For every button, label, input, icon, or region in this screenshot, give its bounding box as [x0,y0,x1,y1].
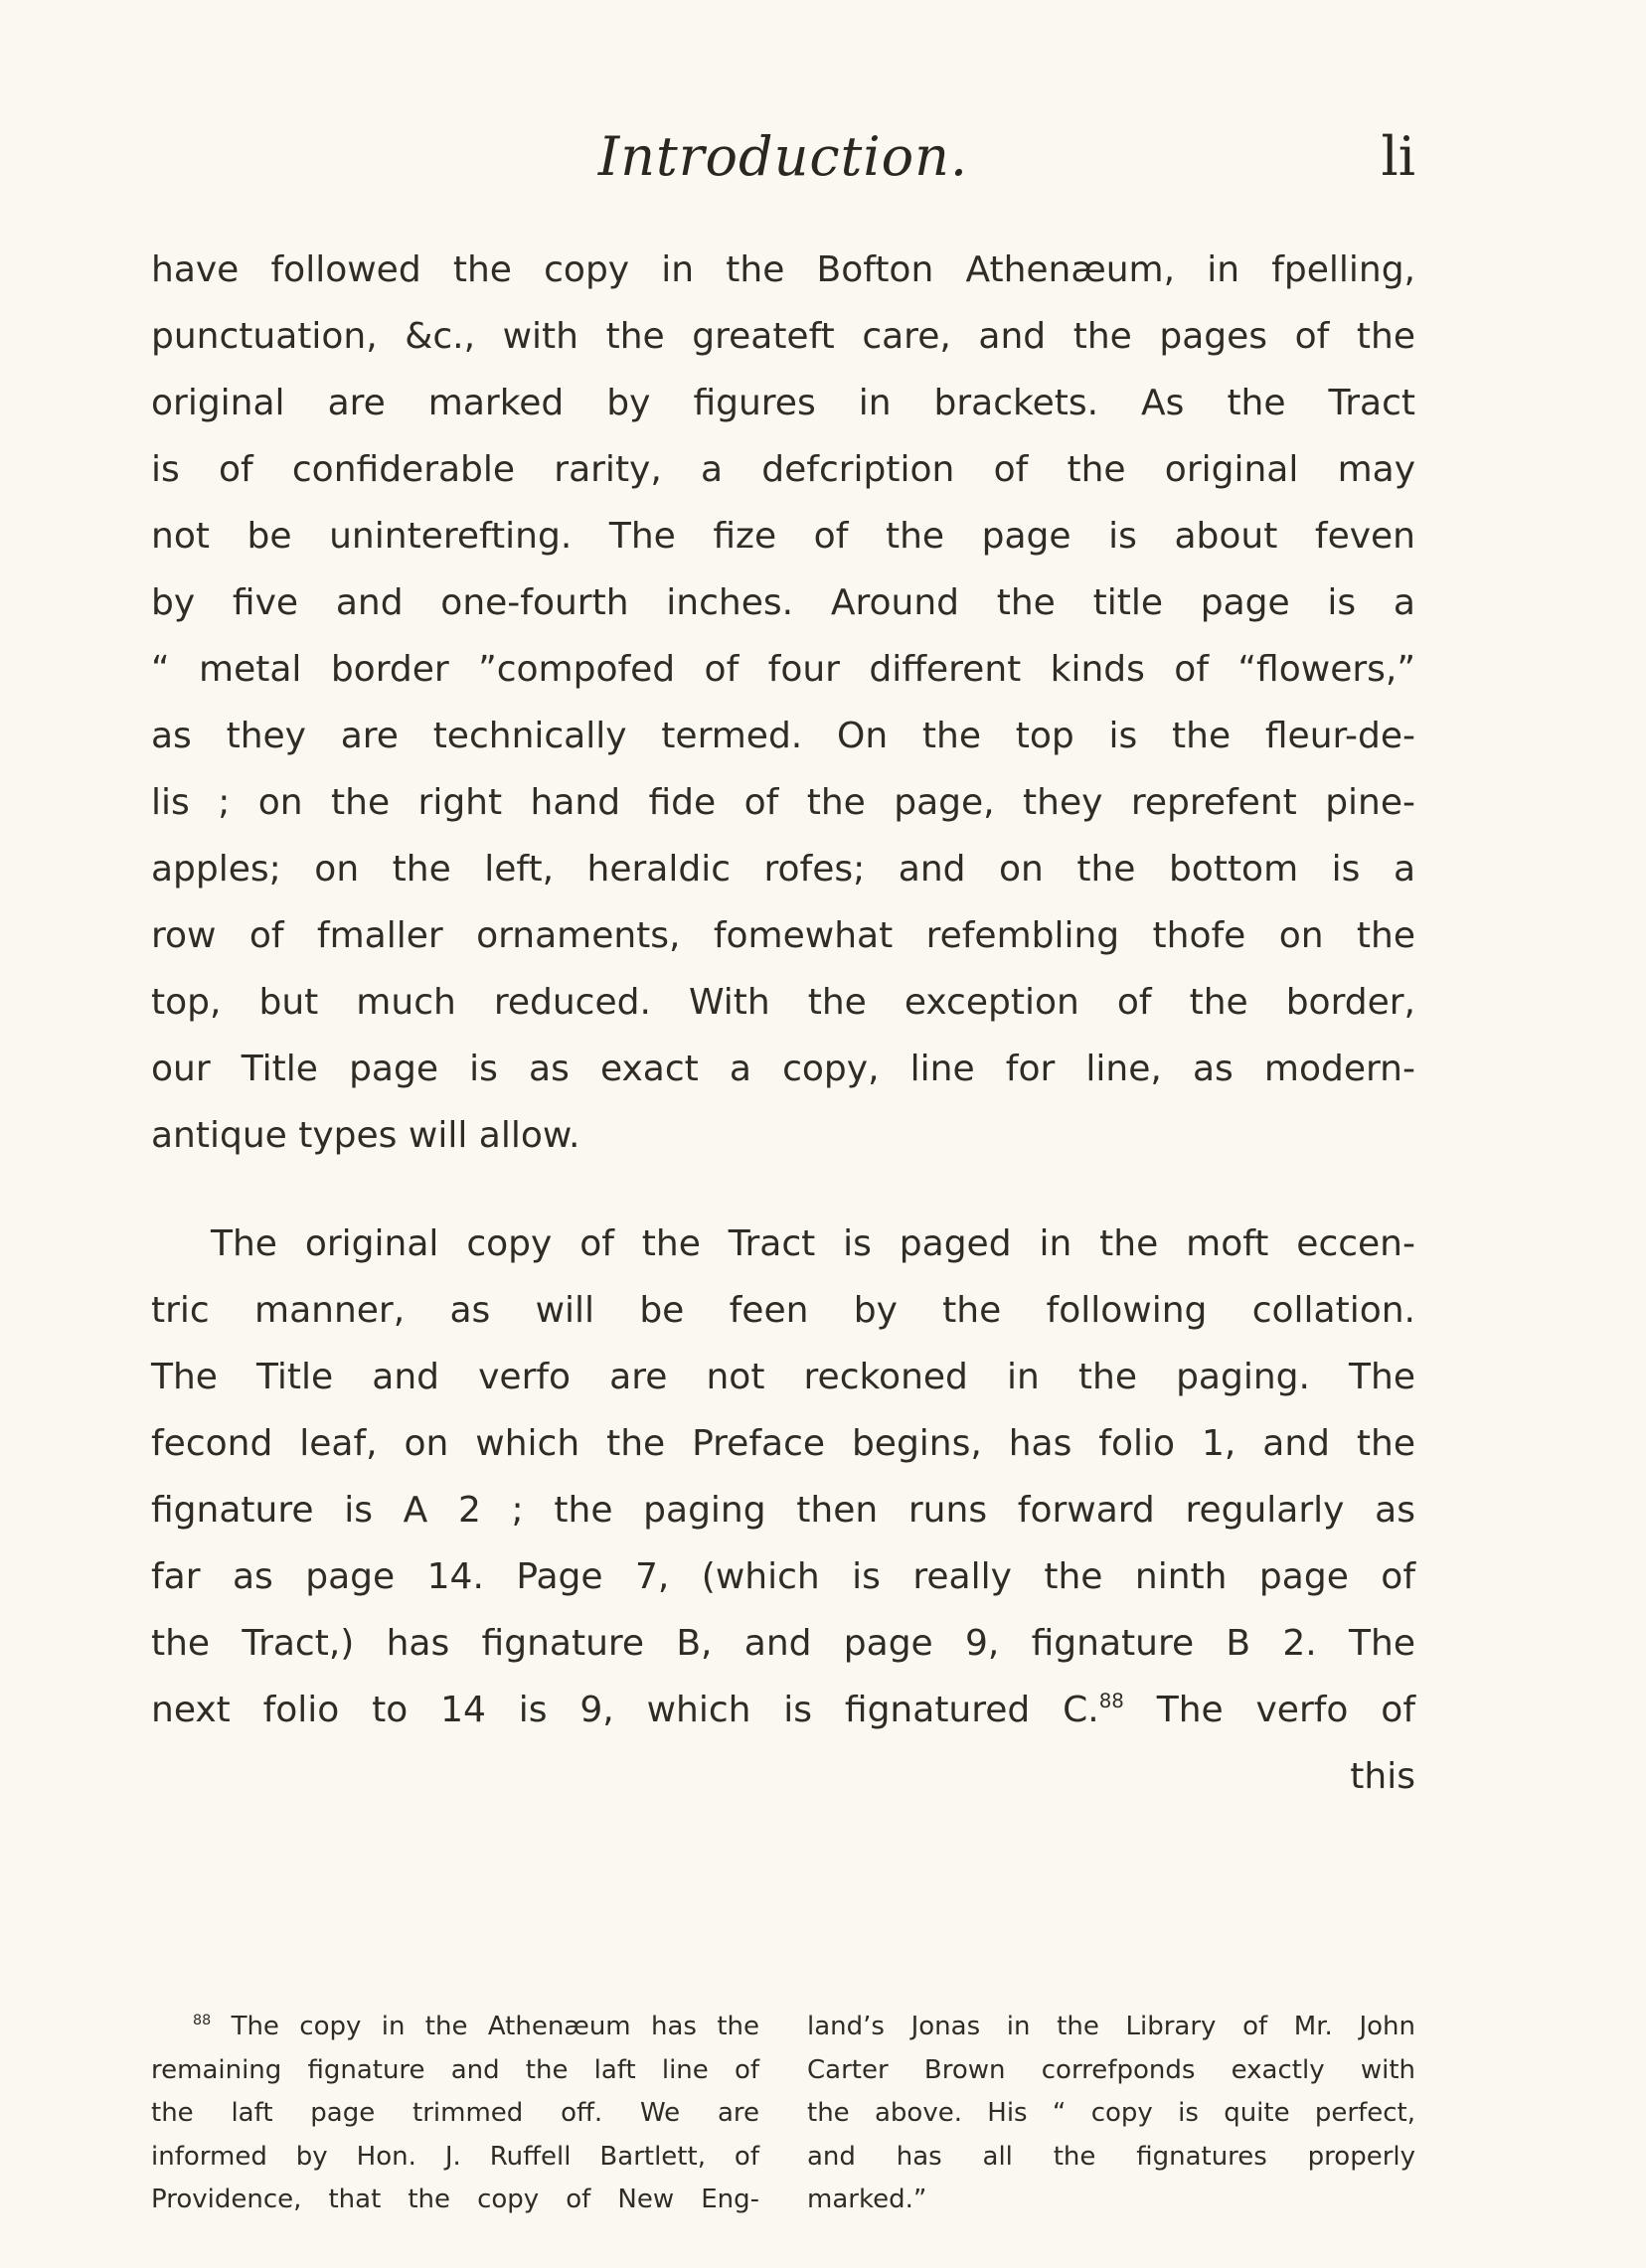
text-line: row of fmaller ornaments, fomewhat refembling thofe on the [151,915,1415,956]
text-line: not be uninterefting. The fize of the page is about feven [151,516,1415,557]
text-line: as they are technically termed. On the top is the fleur-de- [151,716,1415,756]
text-line-end: The verfo of [1123,1690,1415,1730]
text-line: antique types will allow. [151,1115,580,1156]
footnote-line [151,2006,759,2049]
footnote-line: marked.” [807,2185,927,2214]
footnote-line: the above. His “ copy is quite perfect, [807,2098,1415,2128]
paragraph-2 [151,1211,1415,1810]
running-title: Introduction. [597,125,969,188]
text-line: the Tract,) has fignature B, and page 9, fignature B 2. The [151,1623,1415,1664]
text-line: top, but much reduced. With the exception of the border, [151,982,1415,1023]
footnote-line: Carter Brown correfponds exactly with [807,2054,1415,2085]
text-line: The original copy of the Tract is paged in the moft eccen- [211,1223,1415,1264]
footnote-column-left [151,2006,759,2222]
text-line: apples; on the left, heraldic rofes; and on the bottom is a [151,849,1415,890]
footnotes [151,2006,1415,2234]
page-number: li [1381,125,1415,188]
text-line: have followed the copy in the Bofton Athenæum, in fpelling, [151,249,1415,290]
text-line: fignature is A 2 ; the paging then runs forward regularly as [151,1490,1415,1531]
text-line: our Title page is as exact a copy, line for line, as modern- [151,1049,1415,1089]
text-line: original are marked by figures in brackets. As the Tract [151,383,1415,423]
footnote-line: informed by Hon. J. Ruffell Bartlett, of [151,2141,759,2172]
footnote-line: remaining fignature and the laft line of [151,2054,759,2085]
footnote-column-right [807,2006,1415,2222]
text-line: is of confiderable rarity, a defcription of the original may [151,449,1415,490]
text-line: lis ; on the right hand fide of the page, they reprefent pine- [151,782,1415,823]
text-line: punctuation, &c., with the greateft care, and the pages of the [151,316,1415,357]
text-line: fecond leaf, on which the Preface begins, has folio 1, and the [151,1423,1415,1464]
body-text [151,237,1415,1810]
footnote-line: Providence, that the copy of New Eng- [151,2185,759,2214]
text-line: by five and one-fourth inches. Around the title page is a [151,582,1415,623]
text-line: tric manner, as will be feen by the following collation. [151,1290,1415,1331]
footnote-line: and has all the fignatures properly [807,2141,1415,2172]
text-line: far as page 14. Page 7, (which is really the ninth page of [151,1556,1415,1597]
running-head [151,117,1415,197]
footnote-line: the laft page trimmed off. We are [151,2098,759,2128]
text-line: “ metal border ”compofed of four different kinds of “flowers,” [151,649,1415,690]
footnote-reference[interactable]: 88 [1098,1690,1124,1713]
footnote-line-text: The copy in the Athenæum has the [211,2012,759,2041]
catchword: this [1350,1756,1415,1797]
footnote-marker: 88 [193,2013,212,2028]
text-line-start: next folio to 14 is 9, which is fignatured C. [151,1690,1099,1730]
text-line [151,1677,1415,1743]
text-line: The Title and verfo are not reckoned in the paging. The [151,1357,1415,1397]
paragraph-gap [151,1169,1415,1211]
footnote-line: land’s Jonas in the Library of Mr. John [807,2012,1415,2041]
paragraph-1 [151,237,1415,1169]
